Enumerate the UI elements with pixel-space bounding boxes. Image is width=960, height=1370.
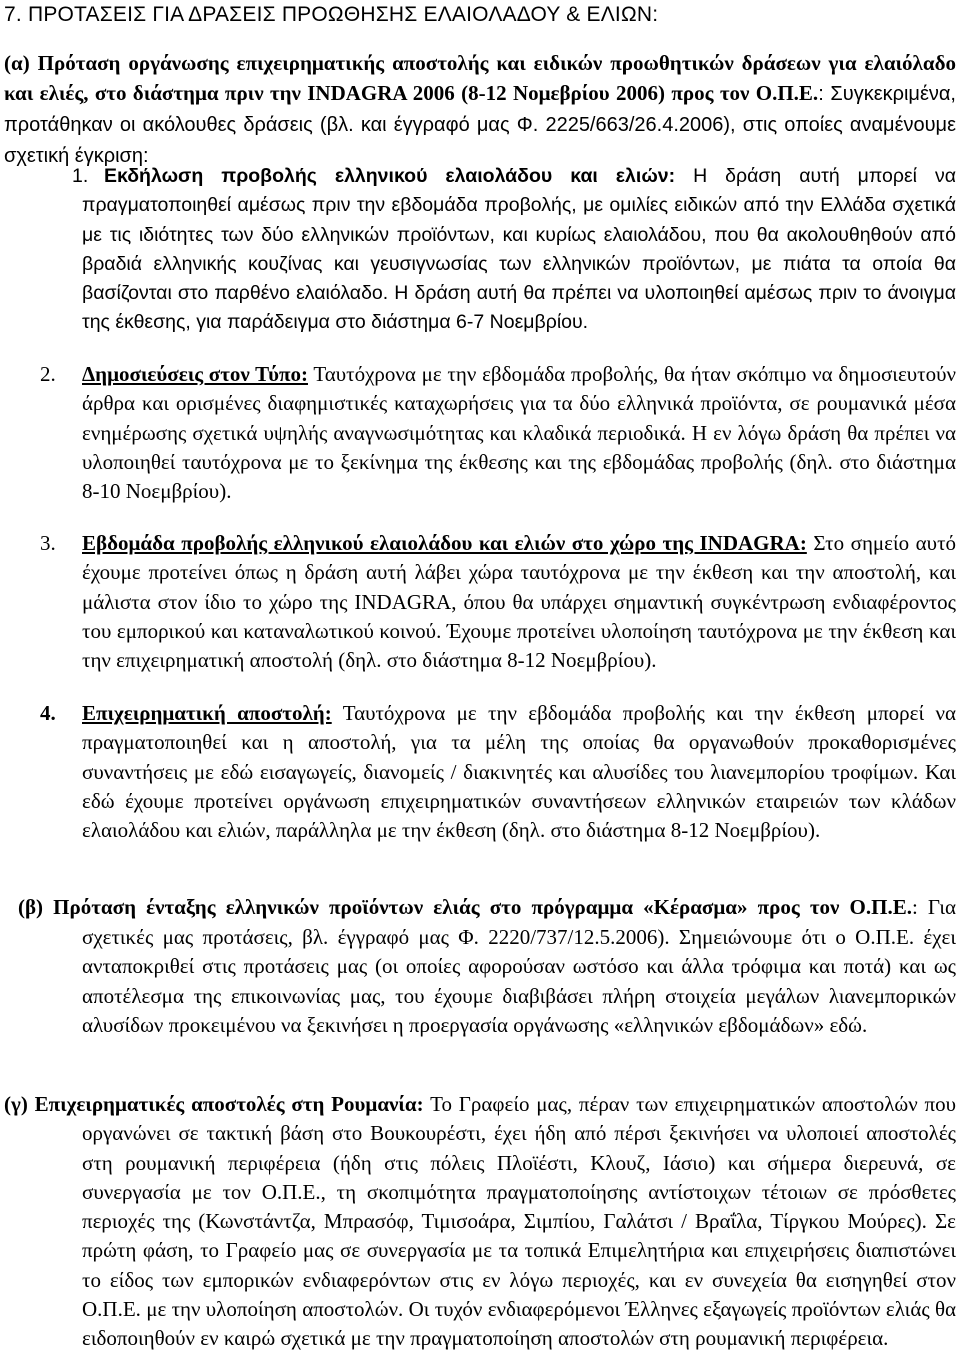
section-b-text: : Για σχετικές μας προτάσεις, βλ. έγγραφό μας Φ. 2220/737/12.5.2006). Σημειώνουμε ότι ο Ο.Π.Ε. έχει ανταποκριθεί στις προτάσεις μας (οι οποίες αφορούσαν ωστόσο και άλλα τρόφιμα και ποτά) και ως αποτέλεσμα της επικοινωνίας μας, του έχουμε διαβιβάσει πλήρη στοιχεία μεγάλων λιανεμπορικών αλυσίδων προκειμένου να ξεκινήσει η προεργασία οργάνωσης «ελληνικών εβδομάδων» εδώ.: [82, 895, 956, 1037]
list-item-3-number: 3.: [40, 531, 56, 555]
list-item-3-title: Εβδομάδα προβολής ελληνικού ελαιολάδου και ελιών στο χώρο της INDAGRA:: [82, 531, 807, 555]
section-c: [4, 1090, 956, 1354]
list-item-1: [72, 162, 957, 338]
section-c-text: Το Γραφείο μας, πέραν των επιχειρηματικών αποστολών που οργανώνει σε τακτική βάση στο Βουκουρέστι, έχει ήδη από πέρσι ξεκινήσει να υλοποιεί αποστολές στη ρουμανική περιφέρεια (ήδη στις πόλεις Πλοϊέστι, Κλουζ, Ιάσιο) και σήμερα διερευνά, σε συνεργασία με τον Ο.Π.Ε., τη σκοπιμότητα πραγματοποίησης αντίστοιχων τέτοιων σε πρόσθετες περιοχές της (Κωνστάντζα, Μπρασόφ, Τιμισοάρα, Σιμπίου, Γαλάτσι / Βραΐλα, Τίργκου Μούρες). Σε πρώτη φάση, το Γραφείο μας σε συνεργασία με τα τοπικά Επιμελητήρια και επιχειρήσεις διαπιστώνει το είδος των εμπορικών ενδιαφερόντων στις εν λόγω περιοχές, και εν συνεχεία θα εισηγηθεί στον Ο.Π.Ε. με την υλοποίηση αποστολών. Οι τυχόν ενδιαφερόμενοι Έλληνες εξαγωγείς προϊόντων ελιάς θα ειδοποιηθούν εν καιρώ σχετικά με την πραγματοποίηση αποστολών στη ρουμανική περιφέρεια.: [82, 1092, 956, 1351]
list-item-4: [40, 699, 956, 845]
section-b-title: (β) Πρόταση ένταξης ελληνικών προϊόντων ελιάς στο πρόγραμμα «Κέρασμα» προς τον Ο.Π.Ε.: [18, 895, 912, 919]
section-heading: 7. ΠΡΟΤΑΣΕΙΣ ΓΙΑ ΔΡΑΣΕΙΣ ΠΡΟΩΘΗΣΗΣ ΕΛΑΙΟΛΑΔΟΥ & ΕΛΙΩΝ:: [4, 3, 659, 26]
list-item-2: [40, 360, 956, 506]
list-item-2-title: Δημοσιεύσεις στον Τύπο:: [82, 362, 308, 386]
list-item-2-text: Ταυτόχρονα με την εβδομάδα προβολής, θα ήταν σκόπιμο να δημοσιευτούν άρθρα και ορισμένες διαφημιστικές καταχωρήσεις για τα δύο ελληνικά προϊόντα, σε ρουμανικά μέσα ενημέρωσης σχετικά υψηλής αναγνωσιμότητας και κλαδικά περιοδικά. Η εν λόγω δράση θα πρέπει να υλοποιηθεί ταυτόχρονα με το ξεκίνημα της έκθεσης και της εβδομάδας προβολής (δηλ. στο διάστημα 8-10 Νοεμβρίου).: [82, 362, 956, 504]
list-item-4-title: Επιχειρηματική αποστολή:: [82, 701, 332, 725]
section-b: [18, 893, 956, 1041]
list-item-2-number: 2.: [40, 362, 56, 386]
list-item-1-number: 1.: [72, 165, 89, 187]
section-a-title: (α) Πρόταση οργάνωσης επιχειρηματικής αποστολής και ειδικών προωθητικών δράσεων για ελαιόλαδο και ελιές, στο διάστημα πριν την INDAGRA 2006 (8-12 Νομεβρίου 2006) προς τον Ο.Π.Ε.: [4, 51, 956, 105]
list-item-1-title: Εκδήλωση προβολής ελληνικού ελαιολάδου και ελιών:: [104, 165, 676, 187]
list-item-3: [40, 529, 957, 675]
list-item-1-text: Η δράση αυτή μπορεί να πραγματοποιηθεί αμέσως πριν την εβδομάδα προβολής, με ομιλίες ειδικών από την Ελλάδα σχετικά με τις ιδιότητες των δύο ελληνικών προϊόντων, και κυρίως ελαιολάδου, που θα ακολουθηθούν από βραδιά ελληνικής κουζίνας και γευσιγνωσίας των ελληνικών προϊόντων, με πιάτα τα οποία θα βασίζονται στο παρθένο ελαιόλαδο. Η δράση αυτή θα πρέπει να υλοποιηθεί αμέσως πριν το άνοιγμα της έκθεσης, για παράδειγμα στο διάστημα 6-7 Νοεμβρίου.: [82, 165, 957, 334]
list-item-4-text: Ταυτόχρονα με την εβδομάδα προβολής και την έκθεση μπορεί να πραγματοποιηθεί και η αποστολή, για τα μέλη της οποίας θα οργανωθούν προκαθορισμένες συναντήσεις με εδώ εισαγωγείς, διανομείς / διακινητές και αλυσίδες του λιανεμπορίου τροφίμων. Και εδώ έχουμε προτείνει οργάνωση επιχειρηματικών συναντήσεων ελληνικών εταιρειών των κλάδων ελαιολάδου και ελιών, παράλληλα με την έκθεση (δηλ. στο διάστημα 8-12 Νοεμβρίου).: [82, 701, 956, 843]
section-c-title: (γ) Επιχειρηματικές αποστολές στη Ρουμανία:: [4, 1092, 424, 1116]
list-item-4-number: 4.: [40, 701, 56, 725]
section-a-intro: [4, 48, 956, 171]
list-item-3-text: Στο σημείο αυτό έχουμε προτείνει όπως η δράση αυτή λάβει χώρα ταυτόχρονα με την έκθεση και την αποστολή, και μάλιστα στον ίδιο το χώρο της INDAGRA, όπου θα υπάρχει σημαντική συγκέντρωση ενδιαφέροντος του εμπορικού και καταναλωτικού κοινού. Έχουμε προτείνει υλοποίηση ταυτόχρονα με την έκθεση και την επιχειρηματική αποστολή (δηλ. στο διάστημα 8-12 Νοεμβρίου).: [82, 531, 957, 673]
section-a-text: : Συγκεκριμένα, προτάθηκαν οι ακόλουθες δράσεις (βλ. και έγγραφό μας Φ. 2225/663/26.4.2006), στις οποίες αναμένουμε σχετική έγκριση:: [4, 83, 956, 167]
